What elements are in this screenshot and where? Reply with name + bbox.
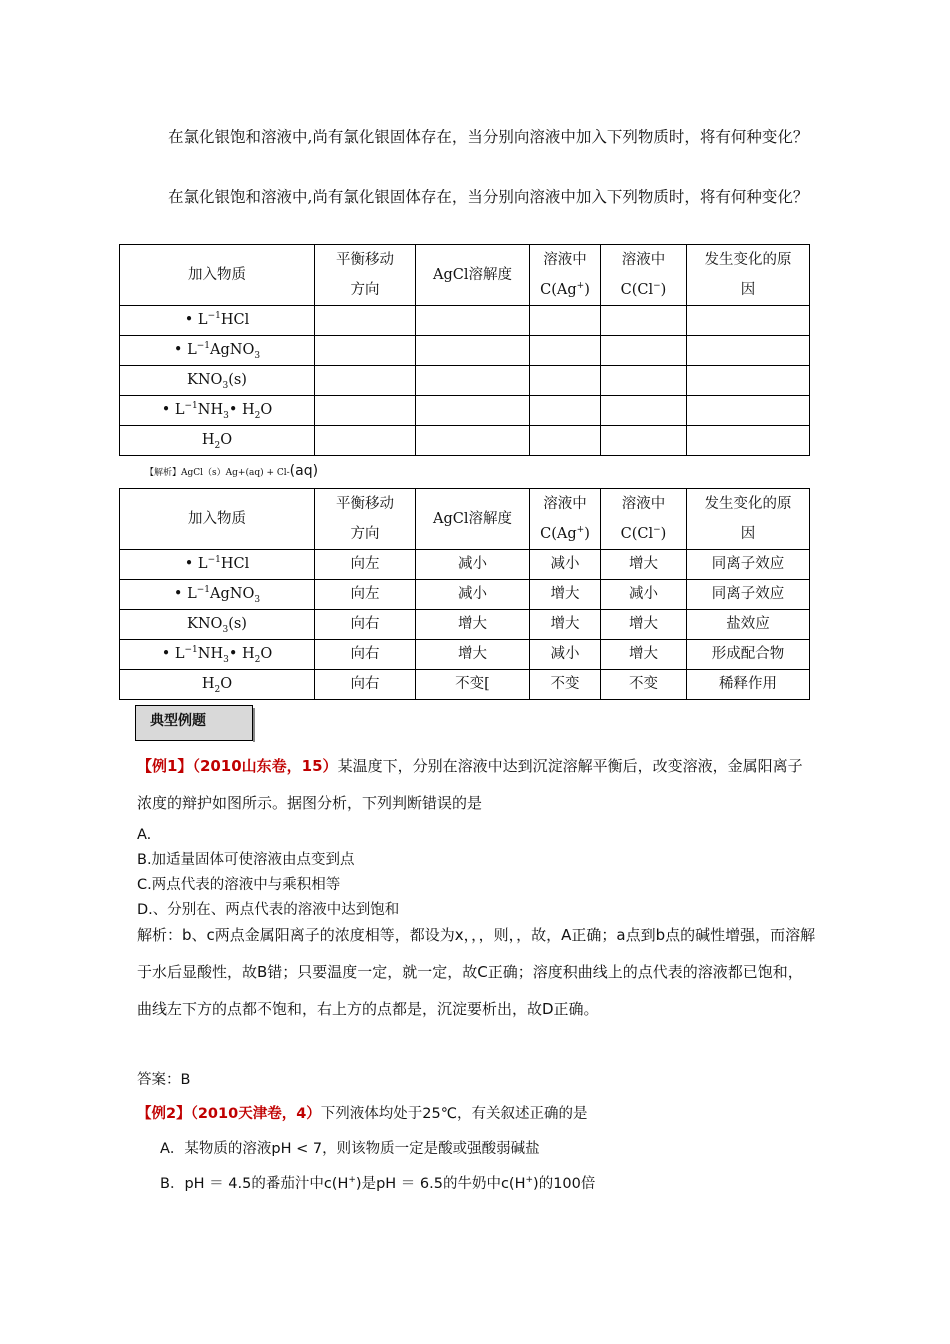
substance-cell: • $L^{-1}HCl$ bbox=[120, 550, 315, 580]
question-table bbox=[119, 244, 810, 456]
example2-option-b: B．pH ＝ 4.5的番茄汁中c(H+)是pH ＝ 6.5的牛奶中c(H+)的100倍 bbox=[160, 1175, 596, 1192]
reason-cell: 稀释作用 bbox=[687, 670, 810, 700]
reason-cell: 盐效应 bbox=[687, 610, 810, 640]
table-row bbox=[120, 580, 810, 610]
header-substance: 加入物质 bbox=[120, 489, 315, 550]
table-row bbox=[120, 640, 810, 670]
cl-cell: 增大 bbox=[601, 550, 687, 580]
reason-cell: 同离子效应 bbox=[687, 580, 810, 610]
table-row bbox=[120, 306, 810, 336]
reason-cell: 形成配合物 bbox=[687, 640, 810, 670]
header-ag: 溶液中 C(Ag+) bbox=[530, 245, 601, 306]
example1-option-b: B.加适量固体可使溶液由点变到点 bbox=[137, 852, 355, 868]
example2-option-a: A．某物质的溶液pH < 7，则该物质一定是酸或强酸弱碱盐 bbox=[160, 1141, 540, 1157]
solubility-cell: 增大 bbox=[416, 640, 530, 670]
intro-paragraph-repeat: 在氯化银饱和溶液中,尚有氯化银固体存在，当分别向溶液中加入下列物质时，将有何种变化？ bbox=[168, 188, 809, 206]
table-row bbox=[120, 336, 810, 366]
ag-cell: 不变 bbox=[530, 670, 601, 700]
shift-cell: 向右 bbox=[315, 640, 416, 670]
substance-cell: • $L^{-1}AgNO_3$ bbox=[120, 336, 315, 366]
solubility-cell: 不变[ bbox=[416, 670, 530, 700]
substance-cell: $H_2O$ bbox=[120, 670, 315, 700]
example1-answer: 答案：B bbox=[137, 1072, 191, 1088]
solubility-cell: 增大 bbox=[416, 610, 530, 640]
header-reason: 发生变化的原 因 bbox=[687, 489, 810, 550]
header-cl: 溶液中 C(Cl−) bbox=[601, 245, 687, 306]
header-substance: 加入物质 bbox=[120, 245, 315, 306]
header-cl: 溶液中 C(Cl−) bbox=[601, 489, 687, 550]
substance-cell: • $L^{-1}NH_3•$ $H_2O$ bbox=[120, 640, 315, 670]
table-row bbox=[120, 550, 810, 580]
solubility-cell: 减小 bbox=[416, 550, 530, 580]
example1-option-a: A. bbox=[137, 827, 152, 843]
example2-tag: 【例2】 bbox=[137, 1106, 191, 1122]
shift-cell: 向右 bbox=[315, 610, 416, 640]
header-shift: 平衡移动 方向 bbox=[315, 489, 416, 550]
substance-cell: $H_2O$ bbox=[120, 426, 315, 456]
analysis-equation: 【解析】AgCl（s）Ag+(aq) + Cl-(aq) bbox=[145, 463, 319, 479]
substance-cell: $KNO_3(s)$ bbox=[120, 610, 315, 640]
example2-question: 【例2】（2010天津卷，4）下列液体均处于25℃，有关叙述正确的是 bbox=[137, 1106, 588, 1122]
shift-cell: 向左 bbox=[315, 550, 416, 580]
example1-analysis: 解析：b、c两点金属阳离子的浓度相等，都设为x，，，则，，故，A正确；a点到b点的碱性增强，而溶解于水后显酸性，故B错；只要温度一定，就一定，故C正确；溶度积曲线上的点代表的溶液都已饱和，曲线左下方的点都不饱和，右上方的点都是，沉淀要析出，故D正确。 bbox=[137, 926, 816, 1018]
table-header-row bbox=[120, 245, 810, 306]
reason-cell: 同离子效应 bbox=[687, 550, 810, 580]
section-title: 典型例题 bbox=[150, 713, 206, 729]
shift-cell: 向右 bbox=[315, 670, 416, 700]
table-row bbox=[120, 670, 810, 700]
example1-question: 【例1】（2010山东卷，15）某温度下，分别在溶液中达到沉淀溶解平衡后，改变溶液，金属阳离子浓度的辩护如图所示。据图分析，下列判断错误的是 bbox=[137, 757, 803, 812]
cl-cell: 增大 bbox=[601, 640, 687, 670]
substance-cell: $KNO_3(s)$ bbox=[120, 366, 315, 396]
cl-cell: 增大 bbox=[601, 610, 687, 640]
cl-cell: 减小 bbox=[601, 580, 687, 610]
ag-cell: 增大 bbox=[530, 580, 601, 610]
table-row bbox=[120, 426, 810, 456]
solubility-cell: 减小 bbox=[416, 580, 530, 610]
header-solubility: AgCl溶解度 bbox=[416, 489, 530, 550]
header-reason: 发生变化的原 因 bbox=[687, 245, 810, 306]
table-row bbox=[120, 396, 810, 426]
substance-cell: • $L^{-1}AgNO_3$ bbox=[120, 580, 315, 610]
example1-tag: 【例1】 bbox=[137, 757, 193, 775]
intro-paragraph: 在氯化银饱和溶液中,尚有氯化银固体存在，当分别向溶液中加入下列物质时，将有何种变化？ bbox=[168, 128, 809, 146]
example1-option-d: D.、分别在、两点代表的溶液中达到饱和 bbox=[137, 902, 400, 918]
example1-option-c: C.两点代表的溶液中与乘积相等 bbox=[137, 877, 341, 893]
table-row bbox=[120, 610, 810, 640]
example2-source: （2010天津卷，4） bbox=[190, 1106, 321, 1122]
ag-cell: 减小 bbox=[530, 640, 601, 670]
example1-source: （2010山东卷，15） bbox=[192, 757, 338, 775]
table-header-row bbox=[120, 489, 810, 550]
ag-cell: 减小 bbox=[530, 550, 601, 580]
header-ag: 溶液中 C(Ag+) bbox=[530, 489, 601, 550]
shift-cell: 向左 bbox=[315, 580, 416, 610]
header-solubility: AgCl溶解度 bbox=[416, 245, 530, 306]
answer-table bbox=[119, 488, 810, 700]
substance-cell: • $L^{-1}HCl$ bbox=[120, 306, 315, 336]
ag-cell: 增大 bbox=[530, 610, 601, 640]
section-title-box bbox=[135, 705, 253, 741]
cl-cell: 不变 bbox=[601, 670, 687, 700]
header-shift: 平衡移动 方向 bbox=[315, 245, 416, 306]
table-row bbox=[120, 366, 810, 396]
substance-cell: • $L^{-1}NH_3•$ $H_2O$ bbox=[120, 396, 315, 426]
